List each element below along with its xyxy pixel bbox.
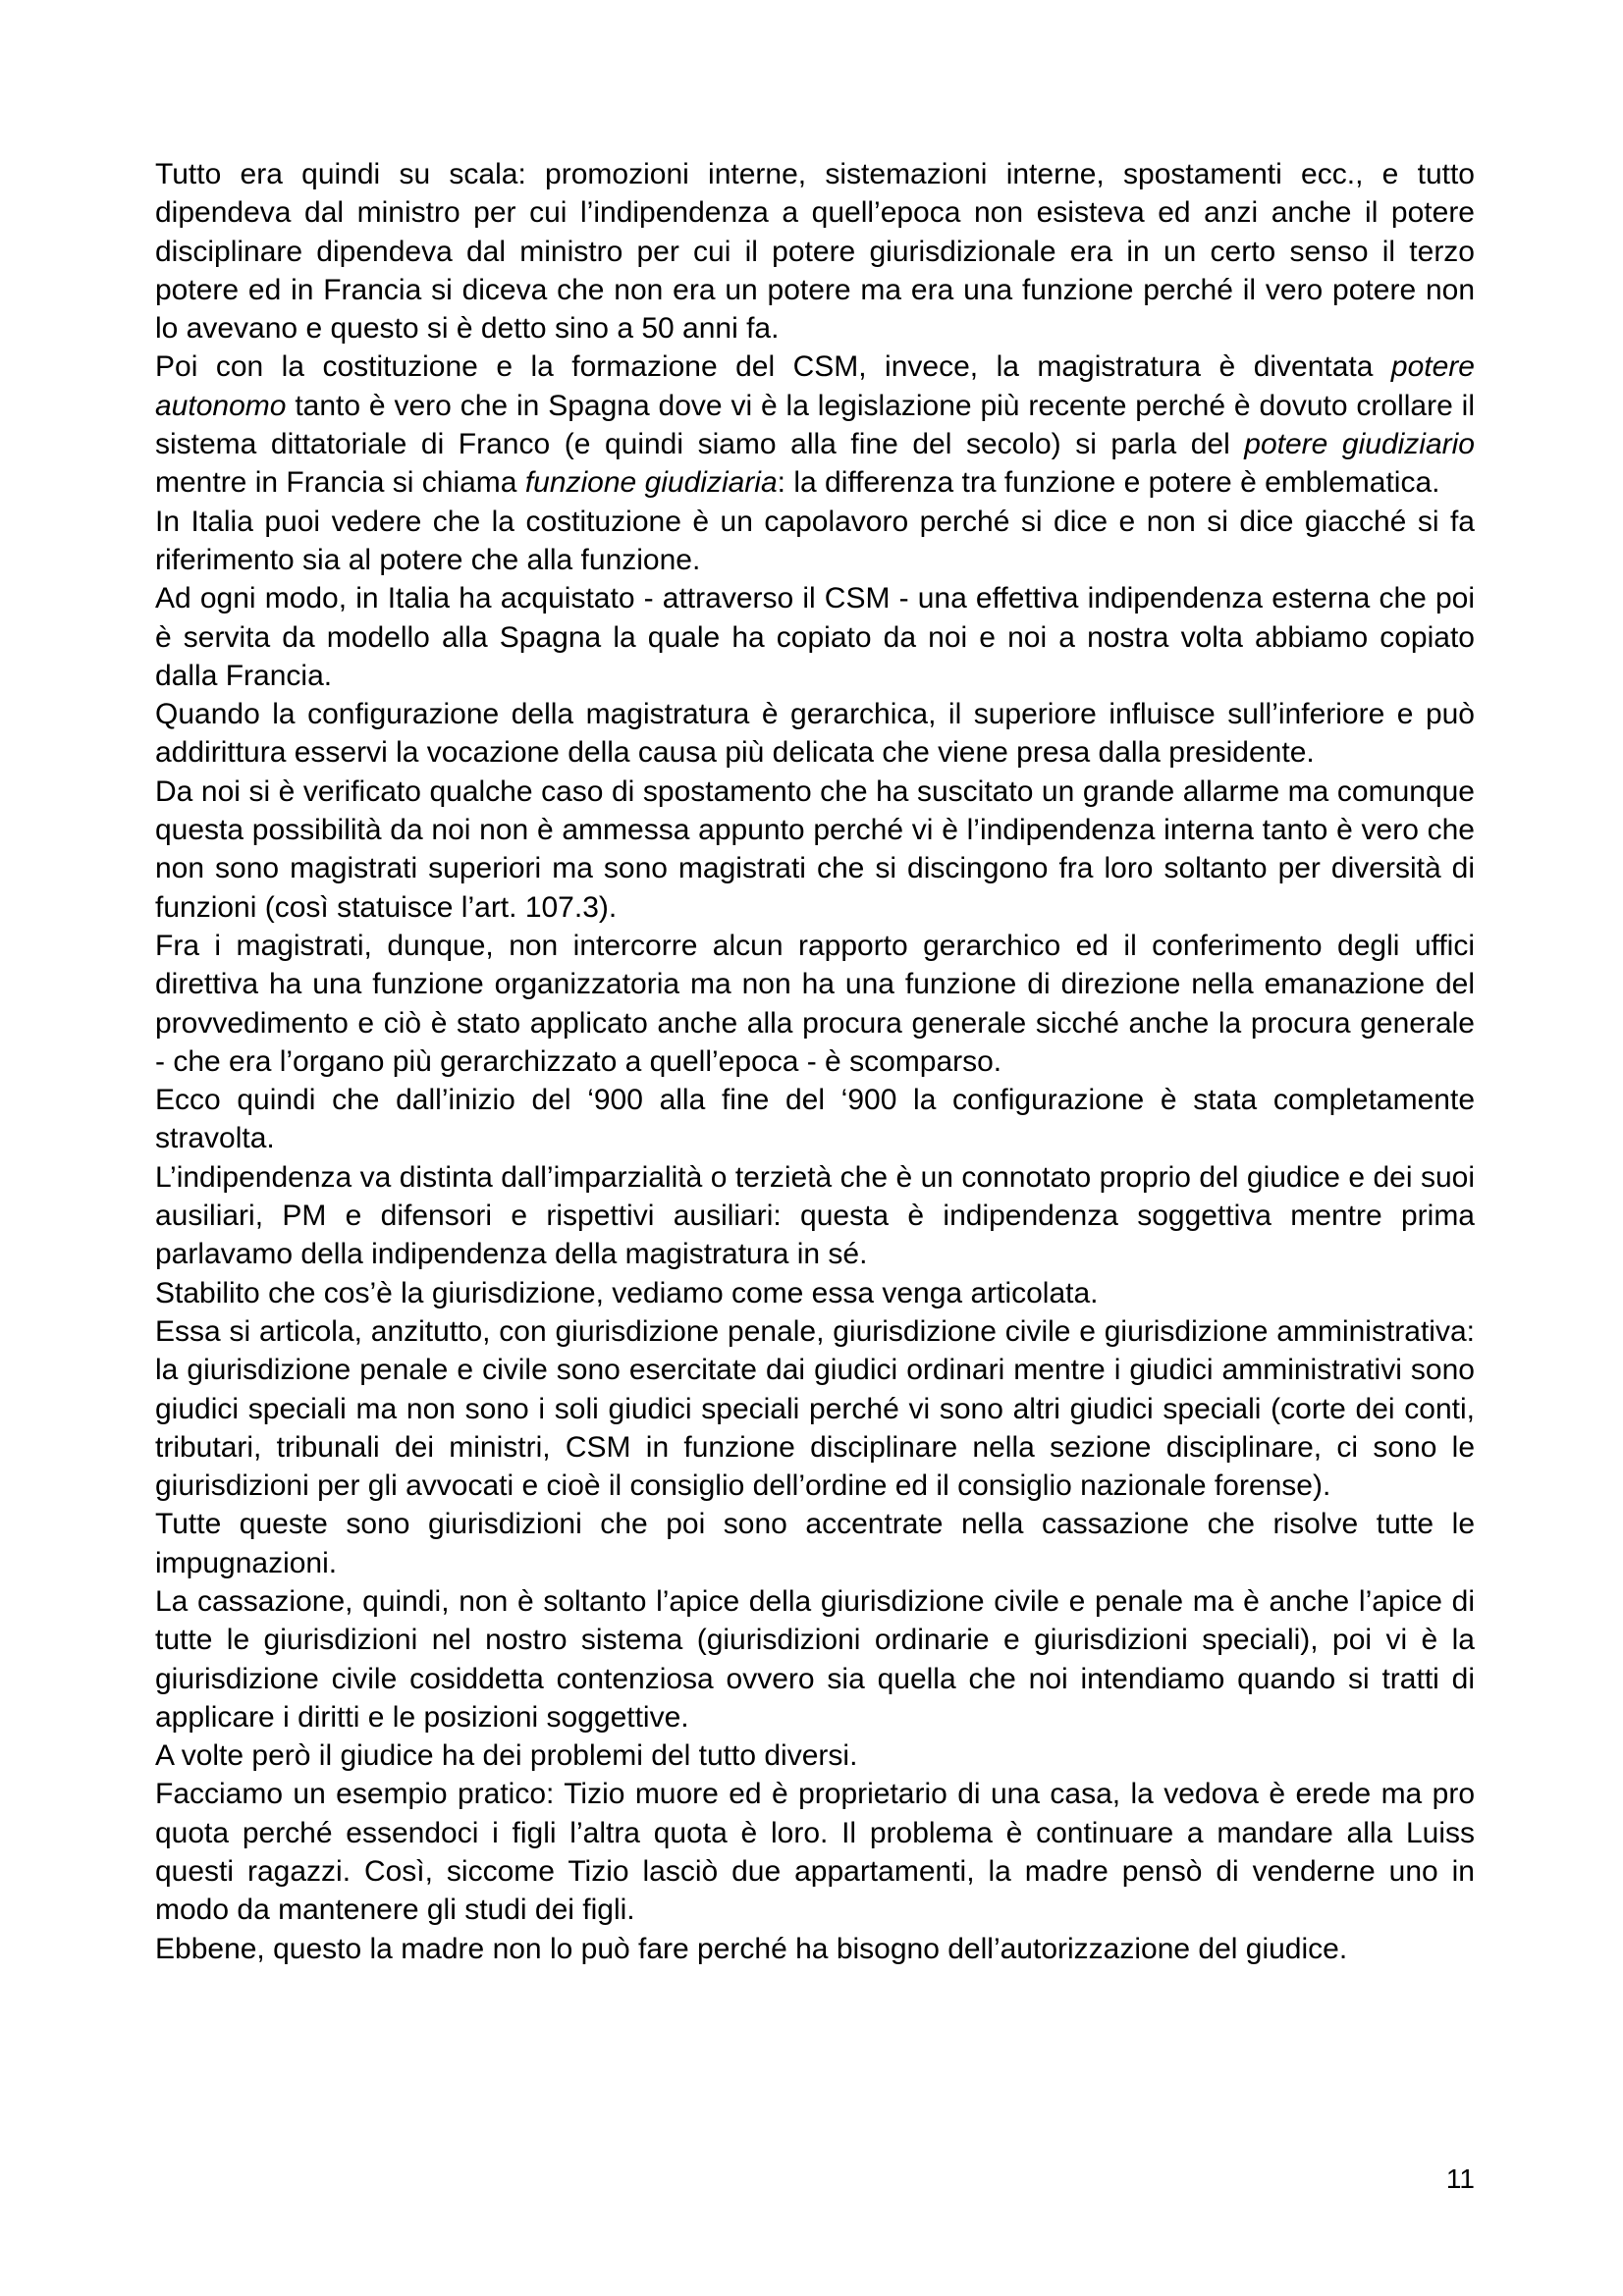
text-run: Essa si articola, anzitutto, con giurisdizione penale, giurisdizione civile e giurisdizione amministrativa: la giurisdizione penale e civile sono esercitate dai giudici ordinari mentre i giudici amministrativi sono giudici speciali ma non sono i soli giudici speciali perché vi sono altri giudici speciali (corte dei conti, tributari, tribunali dei ministri, CSM in funzione disciplinare nella sezione disciplinare, ci sono le giurisdizioni per gli avvocati e cioè il consiglio dell’ordine ed il consiglio nazionale forense).: [155, 1314, 1475, 1503]
paragraph: [155, 347, 1475, 502]
paragraph: [155, 579, 1475, 695]
text-run: L’indipendenza va distinta dall’imparzialità o terzietà che è un connotato proprio del giudice e dei suoi ausiliari, PM e difensori e rispettivi ausiliari: questa è indipendenza soggettiva mentre prima parlavamo della indipendenza della magistratura in sé.: [155, 1160, 1475, 1271]
paragraph: [155, 1158, 1475, 1274]
text-run: Ebbene, questo la madre non lo può fare perché ha bisogno dell’autorizzazione del giudice.: [155, 1932, 1348, 1965]
text-run: Fra i magistrati, dunque, non intercorre alcun rapporto gerarchico ed il conferimento degli uffici direttiva ha una funzione organizzatoria ma non ha una funzione di direzione nella emanazione del provvedimento e ciò è stato applicato anche alla procura generale sicché anche la procura generale - che era l’organo più gerarchizzato a quell’epoca - è scomparso.: [155, 929, 1475, 1078]
paragraph: [155, 155, 1475, 347]
paragraph: [155, 773, 1475, 927]
text-run: Poi con la costituzione e la formazione del CSM, invece, la magistratura è diventata: [155, 350, 1391, 384]
paragraph: [155, 503, 1475, 580]
text-run: tanto è vero che in Spagna dove vi è la legislazione più recente perché è dovuto crollare il sistema dittatoriale di Franco (e quindi siamo alla fine del secolo) si parla del: [155, 389, 1475, 461]
italic-text-run: funzione giudiziaria: [524, 466, 778, 500]
paragraph: [155, 1582, 1475, 1736]
paragraph: [155, 1081, 1475, 1158]
paragraph: [155, 1312, 1475, 1505]
text-run: Ad ogni modo, in Italia ha acquistato - attraverso il CSM - una effettiva indipendenza esterna che poi è servita da modello alla Spagna la quale ha copiato da noi e noi a nostra volta abbiamo copiato dalla Francia.: [155, 582, 1475, 692]
text-run: Tutto era quindi su scala: promozioni interne, sistemazioni interne, spostamenti ecc., e tutto dipendeva dal ministro per cui l’indipendenza a quell’epoca non esisteva ed anzi anche il potere disciplinare dipendeva dal ministro per cui il potere giurisdizionale era in un certo senso il terzo potere ed in Francia si diceva che non era un potere ma era una funzione perché il vero potere non lo avevano e questo si è detto sino a 50 anni fa.: [155, 158, 1475, 346]
text-run: La cassazione, quindi, non è soltanto l’apice della giurisdizione civile e penale ma è anche l’apice di tutte le giurisdizioni nel nostro sistema (giurisdizioni ordinarie e giurisdizioni speciali), poi vi è la giurisdizione civile cosiddetta contenziosa ovvero sia quella che noi intendiamo quando si tratti di applicare i diritti e le posizioni soggettive.: [155, 1584, 1475, 1734]
text-run: In Italia puoi vedere che la costituzione è un capolavoro perché si dice e non si dice giacché si fa riferimento sia al potere che alla funzione.: [155, 505, 1475, 576]
text-run: Ecco quindi che dall’inizio del ‘900 alla fine del ‘900 la configurazione è stata completamente stravolta.: [155, 1084, 1475, 1155]
text-run: Facciamo un esempio pratico: Tizio muore ed è proprietario di una casa, la vedova è erede ma pro quota perché essendoci i figli l’altra quota è loro. Il problema è continuare a mandare alla Luiss questi ragazzi. Così, siccome Tizio lasciò due appartamenti, la madre pensò di venderne uno in modo da mantenere gli studi dei figli.: [155, 1778, 1475, 1927]
text-run: : la differenza tra funzione e potere è emblematica.: [777, 466, 1440, 500]
paragraph: [155, 927, 1475, 1081]
page-body: [155, 155, 1475, 1968]
paragraph: [155, 1930, 1475, 1968]
text-run: Da noi si è verificato qualche caso di spostamento che ha suscitato un grande allarme ma comunque questa possibilità da noi non è ammessa appunto perché vi è l’indipendenza interna tanto è vero che non sono magistrati superiori ma sono magistrati che si discingono fra loro soltanto per diversità di funzioni (così statuisce l’art. 107.3).: [155, 774, 1475, 924]
italic-text-run: potere giudiziario: [1244, 428, 1475, 461]
paragraph: [155, 1736, 1475, 1775]
text-run: Quando la configurazione della magistratura è gerarchica, il superiore influisce sull’inferiore e può addirittura esservi la vocazione della causa più delicata che viene presa dalla presidente.: [155, 698, 1475, 770]
paragraph: [155, 1775, 1475, 1929]
italic-text-run: potere autonomo: [155, 350, 1475, 422]
paragraph: [155, 1505, 1475, 1582]
text-run: A volte però il giudice ha dei problemi del tutto diversi.: [155, 1739, 858, 1773]
text-run: Tutte queste sono giurisdizioni che poi sono accentrate nella cassazione che risolve tutte le impugnazioni.: [155, 1508, 1475, 1579]
text-run: mentre in Francia si chiama: [155, 466, 525, 500]
page-number: 11: [1445, 2163, 1475, 2194]
paragraph: [155, 695, 1475, 773]
text-run: Stabilito che cos’è la giurisdizione, vediamo come essa venga articolata.: [155, 1276, 1099, 1309]
paragraph: [155, 1274, 1475, 1312]
